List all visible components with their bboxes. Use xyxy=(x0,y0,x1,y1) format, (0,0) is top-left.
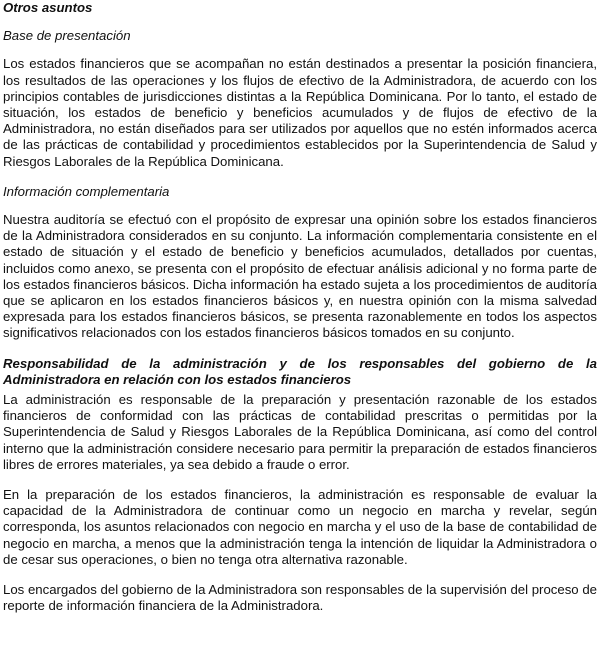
paragraph-responsabilidad-2: En la preparación de los estados financieros, la administración es responsable de evaluar la capacidad de la Administradora de continuar como un negocio en marcha y revelar, según corresponda, los asuntos relacionados con negocio en marcha y el uso de la base de contabilidad de negocio en marcha, a menos que la administración tenga la intención de liquidar la Administradora o de cesar sus operaciones, o bien no tenga otra alternativa razonable. xyxy=(3,487,597,567)
subheading-informacion-complementaria: Información complementaria xyxy=(3,183,170,199)
paragraph-responsabilidad-1: La administración es responsable de la preparación y presentación razonable de los estados financieros de conformidad con las prácticas de contabilidad prescritas o permitidas por la Superintendencia de Salud y Riesgos Laborales de la República Dominicana, así como del control interno que la administración considere necesario para permitir la preparación de estados financieros libres de errores materiales, ya sea debido a fraude o error. xyxy=(3,392,597,472)
heading-otros-asuntos: Otros asuntos xyxy=(3,0,93,15)
paragraph-base-presentacion: Los estados financieros que se acompañan no están destinados a presentar la posición financiera, los resultados de las operaciones y los flujos de efectivo de la Administradora, de acuerdo con los principios contables de jurisdicciones distintas a la República Dominicana. Por lo tanto, el estado de situación, los estados de beneficio y beneficios acumulados y de flujos de efectivo de la Administradora, no están diseñados para ser utilizados por aquellos que no estén informados acerca de las prácticas de contabilidad y procedimientos establecidos por la Superintendencia de Salud y Riesgos Laborales de la República Dominicana. xyxy=(3,56,597,169)
paragraph-informacion-complementaria: Nuestra auditoría se efectuó con el propósito de expresar una opinión sobre los estados financieros de la Administradora considerados en su conjunto. La información complementaria consistente en el estado de situación y el estado de beneficio y beneficios acumulados, detallados por cuentas, incluidos como anexo, se presenta con el propósito de efectuar análisis adicional y no forma parte de los estados financieros básicos. Dicha información ha estado sujeta a los procedimientos de auditoría que se aplicaron en los estados financieros básicos y, en nuestra opinión con la misma salvedad expresada para los estados financieros básicos, se presenta razonablemente en todos los aspectos significativos relacionados con los estados financieros básicos tomados en su conjunto. xyxy=(3,212,597,341)
paragraph-responsabilidad-3: Los encargados del gobierno de la Administradora son responsables de la supervisión del proceso de reporte de información financiera de la Administradora. xyxy=(3,582,597,614)
document-page xyxy=(3,0,597,629)
subheading-base-presentacion: Base de presentación xyxy=(3,28,131,44)
heading-responsabilidad-administracion: Responsabilidad de la administración y de los responsables del gobierno de la Administradora en relación con los estados financieros xyxy=(3,355,597,387)
